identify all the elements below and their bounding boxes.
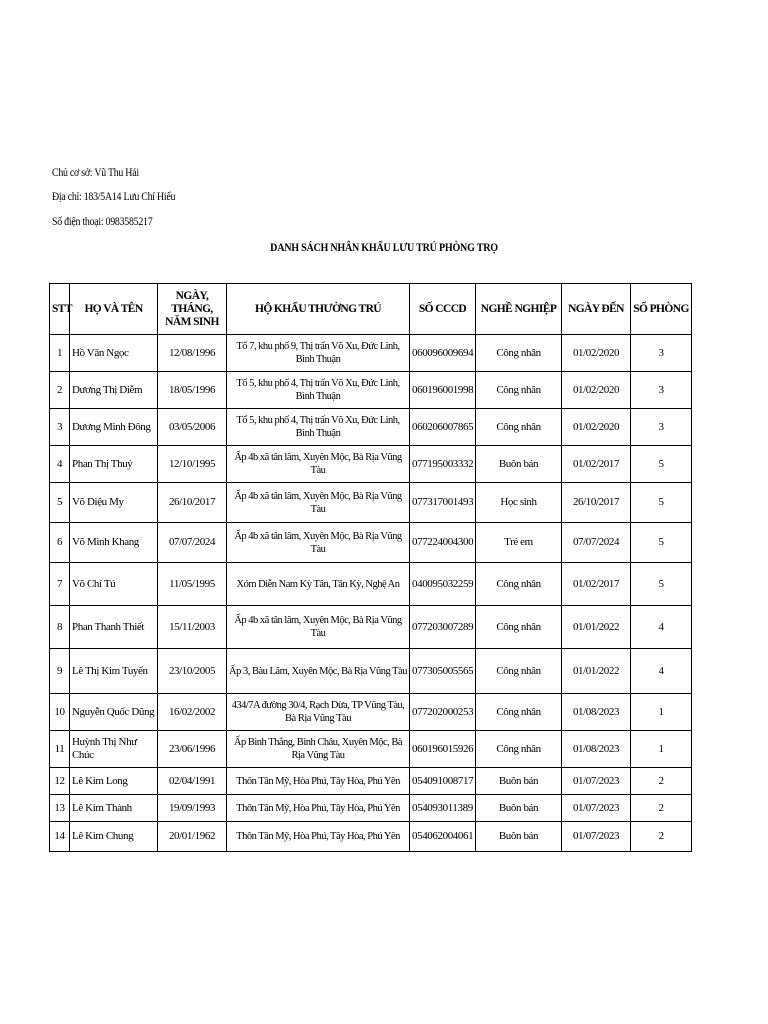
cell-stt: 1	[50, 335, 70, 372]
table-row	[50, 335, 692, 372]
cell-address: Thôn Tân Mỹ, Hòa Phú, Tây Hòa, Phú Yên	[227, 822, 410, 852]
cell-arrival: 01/08/2023	[562, 731, 631, 768]
cell-job: Buôn bán	[476, 795, 562, 822]
cell-name: Phan Thị Thuý	[70, 446, 158, 483]
cell-stt: 2	[50, 372, 70, 409]
cell-arrival: 01/02/2017	[562, 446, 631, 483]
table-row	[50, 606, 692, 649]
cell-room: 1	[631, 694, 692, 731]
cell-arrival: 01/02/2017	[562, 563, 631, 606]
table-row	[50, 822, 692, 852]
cell-room: 2	[631, 795, 692, 822]
cell-room: 3	[631, 335, 692, 372]
cell-room: 4	[631, 649, 692, 694]
cell-job: Công nhân	[476, 372, 562, 409]
address-line: Địa chỉ: 183/5A14 Lưu Chí Hiếu	[52, 191, 176, 203]
cell-room: 5	[631, 446, 692, 483]
cell-job: Buôn bán	[476, 822, 562, 852]
cell-dob: 20/01/1962	[158, 822, 227, 852]
table-body	[50, 335, 692, 852]
cell-job: Công nhân	[476, 335, 562, 372]
cell-cccd: 054062004061	[410, 822, 476, 852]
cell-cccd: 060206007865	[410, 409, 476, 446]
cell-address: Tổ 7, khu phố 9, Thị trấn Võ Xu, Đức Linh, Bình Thuận	[227, 335, 410, 372]
cell-address: Thôn Tân Mỹ, Hòa Phú, Tây Hòa, Phú Yên	[227, 768, 410, 795]
header-address: HỘ KHẨU THƯỜNG TRÚ	[227, 284, 410, 335]
cell-dob: 19/09/1993	[158, 795, 227, 822]
cell-cccd: 077317001493	[410, 483, 476, 523]
cell-dob: 03/05/2006	[158, 409, 227, 446]
cell-room: 3	[631, 372, 692, 409]
table-row	[50, 795, 692, 822]
table-row	[50, 731, 692, 768]
cell-stt: 4	[50, 446, 70, 483]
cell-dob: 02/04/1991	[158, 768, 227, 795]
table-row	[50, 694, 692, 731]
cell-name: Lê Thị Kim Tuyến	[70, 649, 158, 694]
cell-address: Tổ 5, khu phố 4, Thị trấn Võ Xu, Đức Linh, Bình Thuận	[227, 372, 410, 409]
cell-dob: 16/02/2002	[158, 694, 227, 731]
cell-address: Ấp Bình Thắng, Bình Châu, Xuyên Mộc, Bà Rịa Vũng Tàu	[227, 731, 410, 768]
cell-dob: 15/11/2003	[158, 606, 227, 649]
cell-room: 5	[631, 483, 692, 523]
cell-room: 2	[631, 768, 692, 795]
cell-arrival: 01/07/2023	[562, 822, 631, 852]
cell-job: Học sinh	[476, 483, 562, 523]
cell-address: Ấp 4b xã tân lâm, Xuyên Mộc, Bà Rịa Vũng Tàu	[227, 446, 410, 483]
cell-job: Công nhân	[476, 409, 562, 446]
cell-job: Công nhân	[476, 694, 562, 731]
cell-dob: 07/07/2024	[158, 523, 227, 563]
cell-room: 5	[631, 523, 692, 563]
cell-dob: 26/10/2017	[158, 483, 227, 523]
cell-cccd: 060196015926	[410, 731, 476, 768]
cell-address: 434/7A đường 30/4, Rạch Dừa, TP Vũng Tàu, Bà Rịa Vũng Tàu	[227, 694, 410, 731]
cell-room: 5	[631, 563, 692, 606]
cell-cccd: 054091008717	[410, 768, 476, 795]
cell-dob: 18/05/1996	[158, 372, 227, 409]
table-row	[50, 372, 692, 409]
cell-arrival: 01/08/2023	[562, 694, 631, 731]
cell-arrival: 01/01/2022	[562, 649, 631, 694]
cell-room: 2	[631, 822, 692, 852]
cell-arrival: 01/02/2020	[562, 335, 631, 372]
cell-stt: 10	[50, 694, 70, 731]
cell-cccd: 077202000253	[410, 694, 476, 731]
header-dob: NGÀY, THÁNG, NĂM SINH	[158, 284, 227, 335]
cell-address: Ấp 4b xã tân lâm, Xuyên Mộc, Bà Rịa Vũng Tàu	[227, 483, 410, 523]
header-cccd: SỐ CCCD	[410, 284, 476, 335]
table-row	[50, 446, 692, 483]
table-row	[50, 649, 692, 694]
cell-arrival: 01/07/2023	[562, 768, 631, 795]
cell-stt: 11	[50, 731, 70, 768]
cell-room: 1	[631, 731, 692, 768]
cell-dob: 23/10/2005	[158, 649, 227, 694]
cell-arrival: 01/02/2020	[562, 409, 631, 446]
cell-name: Lê Kim Thành	[70, 795, 158, 822]
cell-name: Lê Kim Long	[70, 768, 158, 795]
cell-job: Công nhân	[476, 731, 562, 768]
header-job: NGHỀ NGHIỆP	[476, 284, 562, 335]
table-row	[50, 563, 692, 606]
cell-address: Ấp 4b xã tân lâm, Xuyên Mộc, Bà Rịa Vũng Tàu	[227, 606, 410, 649]
cell-dob: 11/05/1995	[158, 563, 227, 606]
cell-name: Hồ Văn Ngọc	[70, 335, 158, 372]
cell-stt: 5	[50, 483, 70, 523]
header-name: HỌ VÀ TÊN	[70, 284, 158, 335]
document-title: DANH SÁCH NHÂN KHẨU LƯU TRÚ PHÒNG TRỌ	[270, 240, 498, 254]
cell-job: Công nhân	[476, 563, 562, 606]
table-row	[50, 523, 692, 563]
cell-dob: 23/06/1996	[158, 731, 227, 768]
cell-address: Tổ 5, khu phố 4, Thị trấn Võ Xu, Đức Linh, Bình Thuận	[227, 409, 410, 446]
cell-arrival: 01/02/2020	[562, 372, 631, 409]
cell-name: Dương Thị Diễm	[70, 372, 158, 409]
cell-stt: 12	[50, 768, 70, 795]
cell-stt: 6	[50, 523, 70, 563]
cell-name: Phan Thanh Thiết	[70, 606, 158, 649]
cell-name: Dương Minh Đông	[70, 409, 158, 446]
cell-dob: 12/08/1996	[158, 335, 227, 372]
cell-arrival: 01/01/2022	[562, 606, 631, 649]
cell-job: Công nhân	[476, 649, 562, 694]
cell-name: Võ Diệu My	[70, 483, 158, 523]
cell-cccd: 060096009694	[410, 335, 476, 372]
cell-address: Thôn Tân Mỹ, Hòa Phú, Tây Hòa, Phú Yên	[227, 795, 410, 822]
cell-cccd: 077203007289	[410, 606, 476, 649]
cell-arrival: 26/10/2017	[562, 483, 631, 523]
cell-cccd: 060196001998	[410, 372, 476, 409]
cell-job: Công nhân	[476, 606, 562, 649]
cell-stt: 14	[50, 822, 70, 852]
cell-name: Lê Kim Chung	[70, 822, 158, 852]
cell-cccd: 077195003332	[410, 446, 476, 483]
cell-arrival: 01/07/2023	[562, 795, 631, 822]
cell-arrival: 07/07/2024	[562, 523, 631, 563]
cell-address: Ấp 4b xã tân lâm, Xuyên Mộc, Bà Rịa Vũng Tàu	[227, 523, 410, 563]
cell-address: Ấp 3, Bàu Lâm, Xuyên Mộc, Bà Rịa Vũng Tàu	[227, 649, 410, 694]
cell-job: Trẻ em	[476, 523, 562, 563]
cell-cccd: 040095032259	[410, 563, 476, 606]
cell-address: Xóm Diễn Nam Kỳ Tân, Tân Kỳ, Nghệ An	[227, 563, 410, 606]
cell-cccd: 077224004300	[410, 523, 476, 563]
table-row	[50, 483, 692, 523]
cell-stt: 9	[50, 649, 70, 694]
table-row	[50, 409, 692, 446]
cell-dob: 12/10/1995	[158, 446, 227, 483]
cell-stt: 7	[50, 563, 70, 606]
header-room: SỐ PHÒNG	[631, 284, 692, 335]
header-stt: STT	[50, 284, 70, 335]
cell-name: Nguyễn Quốc Dũng	[70, 694, 158, 731]
cell-job: Buôn bán	[476, 446, 562, 483]
table-header-row	[50, 284, 692, 335]
cell-stt: 3	[50, 409, 70, 446]
cell-cccd: 077305005565	[410, 649, 476, 694]
phone-line: Số điện thoại: 0983585217	[52, 216, 153, 228]
cell-room: 4	[631, 606, 692, 649]
cell-room: 3	[631, 409, 692, 446]
cell-job: Buôn bán	[476, 768, 562, 795]
resident-table	[49, 283, 692, 852]
owner-line: Chủ cơ sở: Vũ Thu Hải	[52, 167, 139, 179]
header-arrival: NGÀY ĐẾN	[562, 284, 631, 335]
cell-stt: 8	[50, 606, 70, 649]
cell-cccd: 054093011389	[410, 795, 476, 822]
cell-name: Huỳnh Thị Như Chúc	[70, 731, 158, 768]
cell-stt: 13	[50, 795, 70, 822]
table-row	[50, 768, 692, 795]
cell-name: Võ Chí Tú	[70, 563, 158, 606]
cell-name: Võ Minh Khang	[70, 523, 158, 563]
